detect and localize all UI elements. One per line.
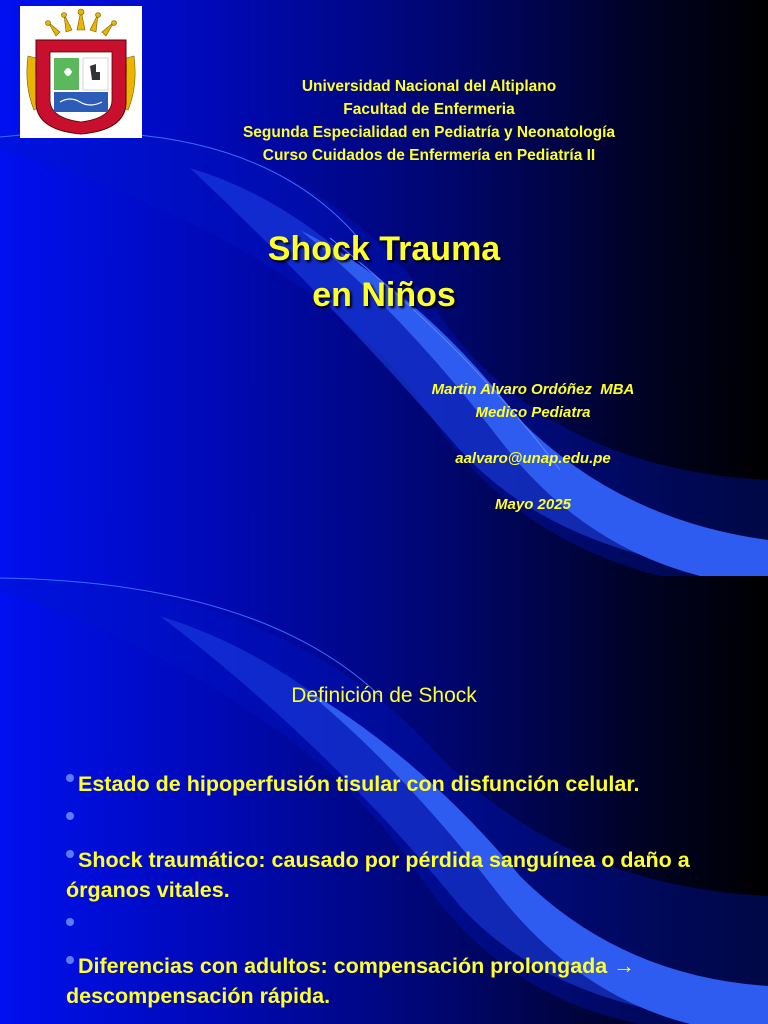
list-item — [66, 807, 706, 837]
bullet-icon — [66, 918, 74, 926]
bullet-icon — [66, 774, 74, 782]
university-name: Universidad Nacional del Altiplano — [301, 78, 557, 95]
bullet-text: Diferencias con adultos: compensación prolongada → descompensación rápida. — [66, 954, 635, 1008]
course-name: Curso Cuidados de Enfermería en Pediatría II — [262, 147, 596, 164]
slide-title: Definición de Shock — [291, 684, 477, 707]
bullet-text: Estado de hipoperfusión tisular con disfunción celular. — [78, 772, 640, 796]
list-item — [66, 913, 706, 943]
list-item — [66, 769, 706, 799]
bullet-icon — [66, 850, 74, 858]
institution-header — [150, 75, 708, 167]
author-role: Medico Pediatra — [475, 404, 591, 421]
presentation-title — [120, 226, 648, 318]
author-block — [398, 378, 668, 516]
bullet-icon — [66, 956, 74, 964]
list-item — [66, 951, 706, 1011]
title-line-2: en Niños — [312, 276, 456, 314]
list-item — [66, 845, 706, 905]
definition-slide — [0, 576, 768, 1024]
bullet-text: Shock traumático: causado por pérdida sanguínea o daño a órganos vitales. — [66, 848, 690, 902]
title-line-1: Shock Trauma — [267, 230, 501, 268]
specialty-name: Segunda Especialidad en Pediatría y Neonatología — [242, 124, 616, 141]
presentation-date: Mayo 2025 — [495, 496, 571, 513]
faculty-name: Facultad de Enfermeria — [343, 101, 515, 118]
author-email: aalvaro@unap.edu.pe — [455, 450, 611, 467]
university-crest-logo — [20, 6, 142, 138]
bullet-icon — [66, 812, 74, 820]
bullet-list — [66, 769, 706, 1011]
author-name: Martin Alvaro Ordóñez MBA — [431, 381, 635, 398]
